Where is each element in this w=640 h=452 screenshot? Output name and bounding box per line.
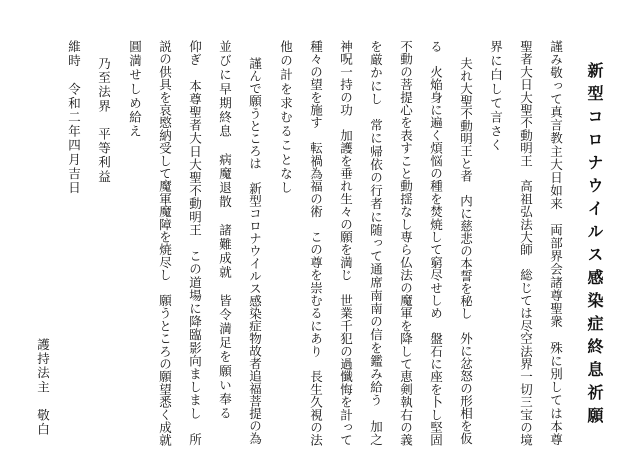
text-line-9: 種々の望を施す 転禍為福の術 この尊を崇むるにあり 長生久視の法	[308, 40, 324, 447]
text-line-14: 説の供具を哀愍納受して魔軍魔障を焼尽し 願うところの願望悉く成就	[157, 40, 173, 447]
document-title: 新型コロナウイルス感染症終息祈願	[585, 62, 604, 430]
text-line-11: 謹んで願うところは 新型コロナウイルス感染症物故者追福菩提の為	[247, 57, 263, 445]
date-line: 維時 令和二年四月吉日	[66, 40, 82, 196]
text-line-4: 夫れ大聖不動明王と者 内に慈悲の本誓を秘し 外に忿怒の形相を仮	[458, 57, 474, 445]
text-line-15: 圓満せしめ給え	[127, 40, 143, 139]
text-line-2: 聖者大日大聖不動明王 高祖弘法大師 総じては尽空法界一切三宝の境	[518, 40, 534, 447]
text-line-10: 他の計を求むることなし	[278, 40, 294, 196]
text-line-6: 不動の菩提心を表すこと動揺なし専ら仏法の魔軍を降して恵剣執右の義	[398, 40, 414, 447]
text-line-16: 乃至法界 平等利益	[96, 57, 112, 184]
text-line-8: 神呪一持の功 加護を垂れ生々の願を満じ 世業千犯の過懺悔を計って	[338, 40, 354, 447]
text-line-13: 仰ぎ 本尊聖者大日大聖不動明王 この道場に降臨影向ましまし 所	[187, 40, 203, 447]
signature: 護持法主 敬白	[35, 338, 51, 437]
text-line-1: 謹み敬って真言教主大日如来 両部界会諸尊聖衆 殊に別しては本尊	[548, 40, 564, 447]
text-line-5: る 火焔身に遍く煩悩の種を焚焼して窮尽せしめ 盤石に座を卜し堅固	[428, 40, 444, 447]
text-line-3: 界に白して言さく	[488, 40, 504, 153]
text-line-12: 並びに早期終息 病魔退散 諸難成就 皆令満足を願い奉る	[217, 40, 233, 421]
text-line-7: を厳かにし 常に帰依の行者に随って通席南南の信を鑑み給う 加之	[368, 40, 384, 447]
